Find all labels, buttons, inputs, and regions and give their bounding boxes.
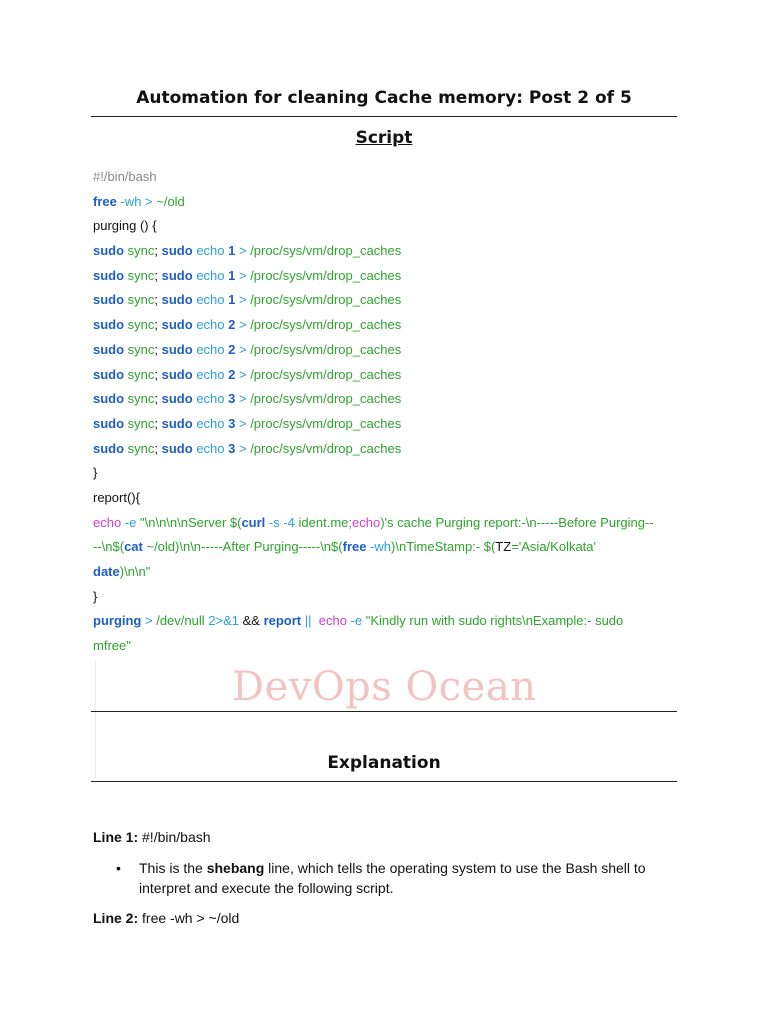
code-token: report(){ <box>93 489 140 505</box>
code-token: )\n\n" <box>119 564 151 579</box>
line-1-code: #!/bin/bash <box>138 829 211 845</box>
code-token: /proc/sys/vm/drop_caches <box>250 267 402 283</box>
code-token: > <box>235 341 251 357</box>
code-token: sudo <box>93 317 125 333</box>
code-token: echo <box>192 415 229 431</box>
code-token: 3 <box>228 440 236 456</box>
code-token: 1 <box>228 292 236 308</box>
code-token: 2 <box>228 317 236 333</box>
code-token: sudo <box>161 317 193 333</box>
code-token: sync <box>124 292 155 308</box>
code-token: /proc/sys/vm/drop_caches <box>250 317 402 333</box>
code-token: sudo <box>161 243 193 259</box>
code-token: echo <box>192 440 229 456</box>
code-token: /proc/sys/vm/drop_caches <box>250 366 402 382</box>
code-token: 2 <box>228 341 236 357</box>
code-token: --\n$( <box>93 539 125 555</box>
code-token: } <box>93 588 98 604</box>
code-line <box>93 267 683 292</box>
code-token: sudo <box>93 341 125 357</box>
code-token: sudo <box>93 440 125 456</box>
code-token: free <box>93 193 117 209</box>
code-token: date <box>93 564 120 579</box>
code-line <box>93 440 683 465</box>
code-token: 2 <box>228 366 236 382</box>
bullet-text <box>139 858 676 898</box>
code-line <box>93 489 683 514</box>
code-token: )\nTimeStamp:- $( <box>391 539 496 555</box>
script-heading: Script <box>355 128 413 148</box>
code-token: sudo <box>161 366 193 382</box>
code-token: echo <box>93 514 122 530</box>
page-title: Automation for cleaning Cache memory: Post 2 of 5 <box>136 88 632 108</box>
code-token: -e <box>346 613 366 629</box>
code-token: free <box>342 539 367 555</box>
code-token: 1 <box>228 267 236 283</box>
code-token: /proc/sys/vm/drop_caches <box>250 391 402 407</box>
code-token: > <box>235 366 251 382</box>
code-token: /proc/sys/vm/drop_caches <box>250 415 402 431</box>
code-token: > <box>235 415 251 431</box>
code-token: TZ <box>495 539 512 555</box>
explanation-top-divider <box>91 711 677 712</box>
code-token: sudo <box>93 292 125 308</box>
code-token: /proc/sys/vm/drop_caches <box>250 243 402 259</box>
code-token: ident.me; <box>298 514 353 530</box>
bullet-text-pre: This is the <box>139 860 207 876</box>
code-token: ; <box>154 415 162 431</box>
line-2-code: free -wh > ~/old <box>138 910 240 926</box>
code-line <box>93 217 683 242</box>
code-token: /proc/sys/vm/drop_caches <box>250 440 402 456</box>
code-token: echo <box>192 243 229 259</box>
title-divider <box>91 116 677 117</box>
code-token: purging <box>93 613 142 629</box>
explanation-line-1 <box>93 829 211 845</box>
code-token: 1 <box>228 243 236 259</box>
code-token: sync <box>124 415 155 431</box>
code-token: sudo <box>161 341 193 357</box>
code-token: /proc/sys/vm/drop_caches <box>250 292 402 308</box>
code-token: ; <box>154 267 162 283</box>
code-token: > <box>235 391 251 407</box>
code-token: ; <box>154 317 162 333</box>
code-token: > <box>235 267 251 283</box>
bullet-text-bold: shebang <box>206 860 265 876</box>
code-token: > <box>235 317 251 333</box>
code-token: ; <box>154 243 162 259</box>
code-token: ~/old <box>156 193 185 209</box>
code-token: sync <box>124 440 155 456</box>
code-token: ='Asia/Kolkata' <box>511 539 597 555</box>
code-line <box>93 341 683 366</box>
code-token: sudo <box>161 440 193 456</box>
code-token: || <box>301 613 319 629</box>
code-token: sync <box>124 243 155 259</box>
code-token: mfree" <box>93 638 131 654</box>
code-token: sync <box>124 267 155 283</box>
explanation-bottom-divider <box>91 781 677 782</box>
code-token: sudo <box>161 391 193 407</box>
code-token: > <box>235 440 251 456</box>
code-token: && <box>239 613 264 629</box>
explanation-heading: Explanation <box>327 753 441 773</box>
code-line <box>93 612 683 637</box>
code-line <box>93 514 683 539</box>
code-token: 3 <box>228 415 236 431</box>
code-token: > <box>235 292 251 308</box>
bullet-item <box>116 858 676 898</box>
code-token: ; <box>154 366 162 382</box>
code-token: echo <box>192 391 229 407</box>
code-line <box>93 588 683 613</box>
code-line <box>93 193 683 218</box>
code-token: } <box>93 465 98 481</box>
code-line <box>93 316 683 341</box>
code-line <box>93 415 683 440</box>
code-line <box>93 464 683 489</box>
watermark-logo: DevOps Ocean <box>232 664 537 710</box>
line-2-label: Line 2: <box>93 910 139 926</box>
bullet-text-post: line, which tells the operating system to use the Bash shell to interpret and execute the following script. <box>139 860 646 896</box>
code-token: curl <box>241 514 266 530</box>
code-token: sudo <box>93 267 125 283</box>
code-token: > <box>141 613 157 629</box>
code-token: ; <box>154 341 162 357</box>
code-line <box>93 366 683 391</box>
code-token: ; <box>154 292 162 308</box>
code-token: sudo <box>161 292 193 308</box>
code-line <box>93 242 683 267</box>
code-token: report <box>263 613 302 629</box>
code-token: sync <box>124 366 155 382</box>
code-token: echo <box>352 514 381 530</box>
code-token: echo <box>192 317 229 333</box>
code-token: /dev/null <box>156 613 209 629</box>
code-token: /proc/sys/vm/drop_caches <box>250 341 402 357</box>
code-block <box>93 168 683 662</box>
explanation-line-2 <box>93 910 239 926</box>
code-token: ; <box>154 440 162 456</box>
code-token: "\n\n\n\nServer $( <box>140 514 242 530</box>
code-token: sync <box>124 341 155 357</box>
code-token: ; <box>154 391 162 407</box>
code-token: echo <box>192 292 229 308</box>
code-token: -wh <box>366 539 392 555</box>
code-token: sudo <box>161 415 193 431</box>
code-token: sudo <box>93 391 125 407</box>
code-token: -s -4 <box>265 514 299 530</box>
code-token: echo <box>192 341 229 357</box>
line-1-label: Line 1: <box>93 829 139 845</box>
code-token: 3 <box>228 391 236 407</box>
code-token: 2>&1 <box>208 613 239 629</box>
code-token: > <box>235 243 251 259</box>
code-line <box>93 390 683 415</box>
code-line <box>93 291 683 316</box>
code-line <box>93 563 683 588</box>
code-line <box>93 538 683 563</box>
code-token: sudo <box>93 366 125 382</box>
code-line <box>93 168 683 193</box>
bullet-dot: • <box>116 860 121 876</box>
code-token: echo <box>192 267 229 283</box>
code-token: ~/old)\n\n-----After Purging-----\n$( <box>142 539 343 555</box>
code-token: sync <box>124 391 155 407</box>
code-token: echo <box>192 366 229 382</box>
code-token: "Kindly run with sudo rights\nExample:- sudo <box>365 613 624 629</box>
code-token: sudo <box>93 243 125 259</box>
code-token: purging () { <box>93 218 157 234</box>
code-token: sudo <box>93 415 125 431</box>
code-token: )'s cache Purging report:-\n-----Before Purging-- <box>380 514 654 530</box>
code-token: echo <box>318 613 347 629</box>
code-token: -wh > <box>116 193 157 209</box>
code-token: #!/bin/bash <box>93 169 157 184</box>
code-token: cat <box>124 539 143 555</box>
code-line <box>93 637 683 662</box>
code-token: sudo <box>161 267 193 283</box>
code-token: -e <box>121 514 140 530</box>
code-token: sync <box>124 317 155 333</box>
